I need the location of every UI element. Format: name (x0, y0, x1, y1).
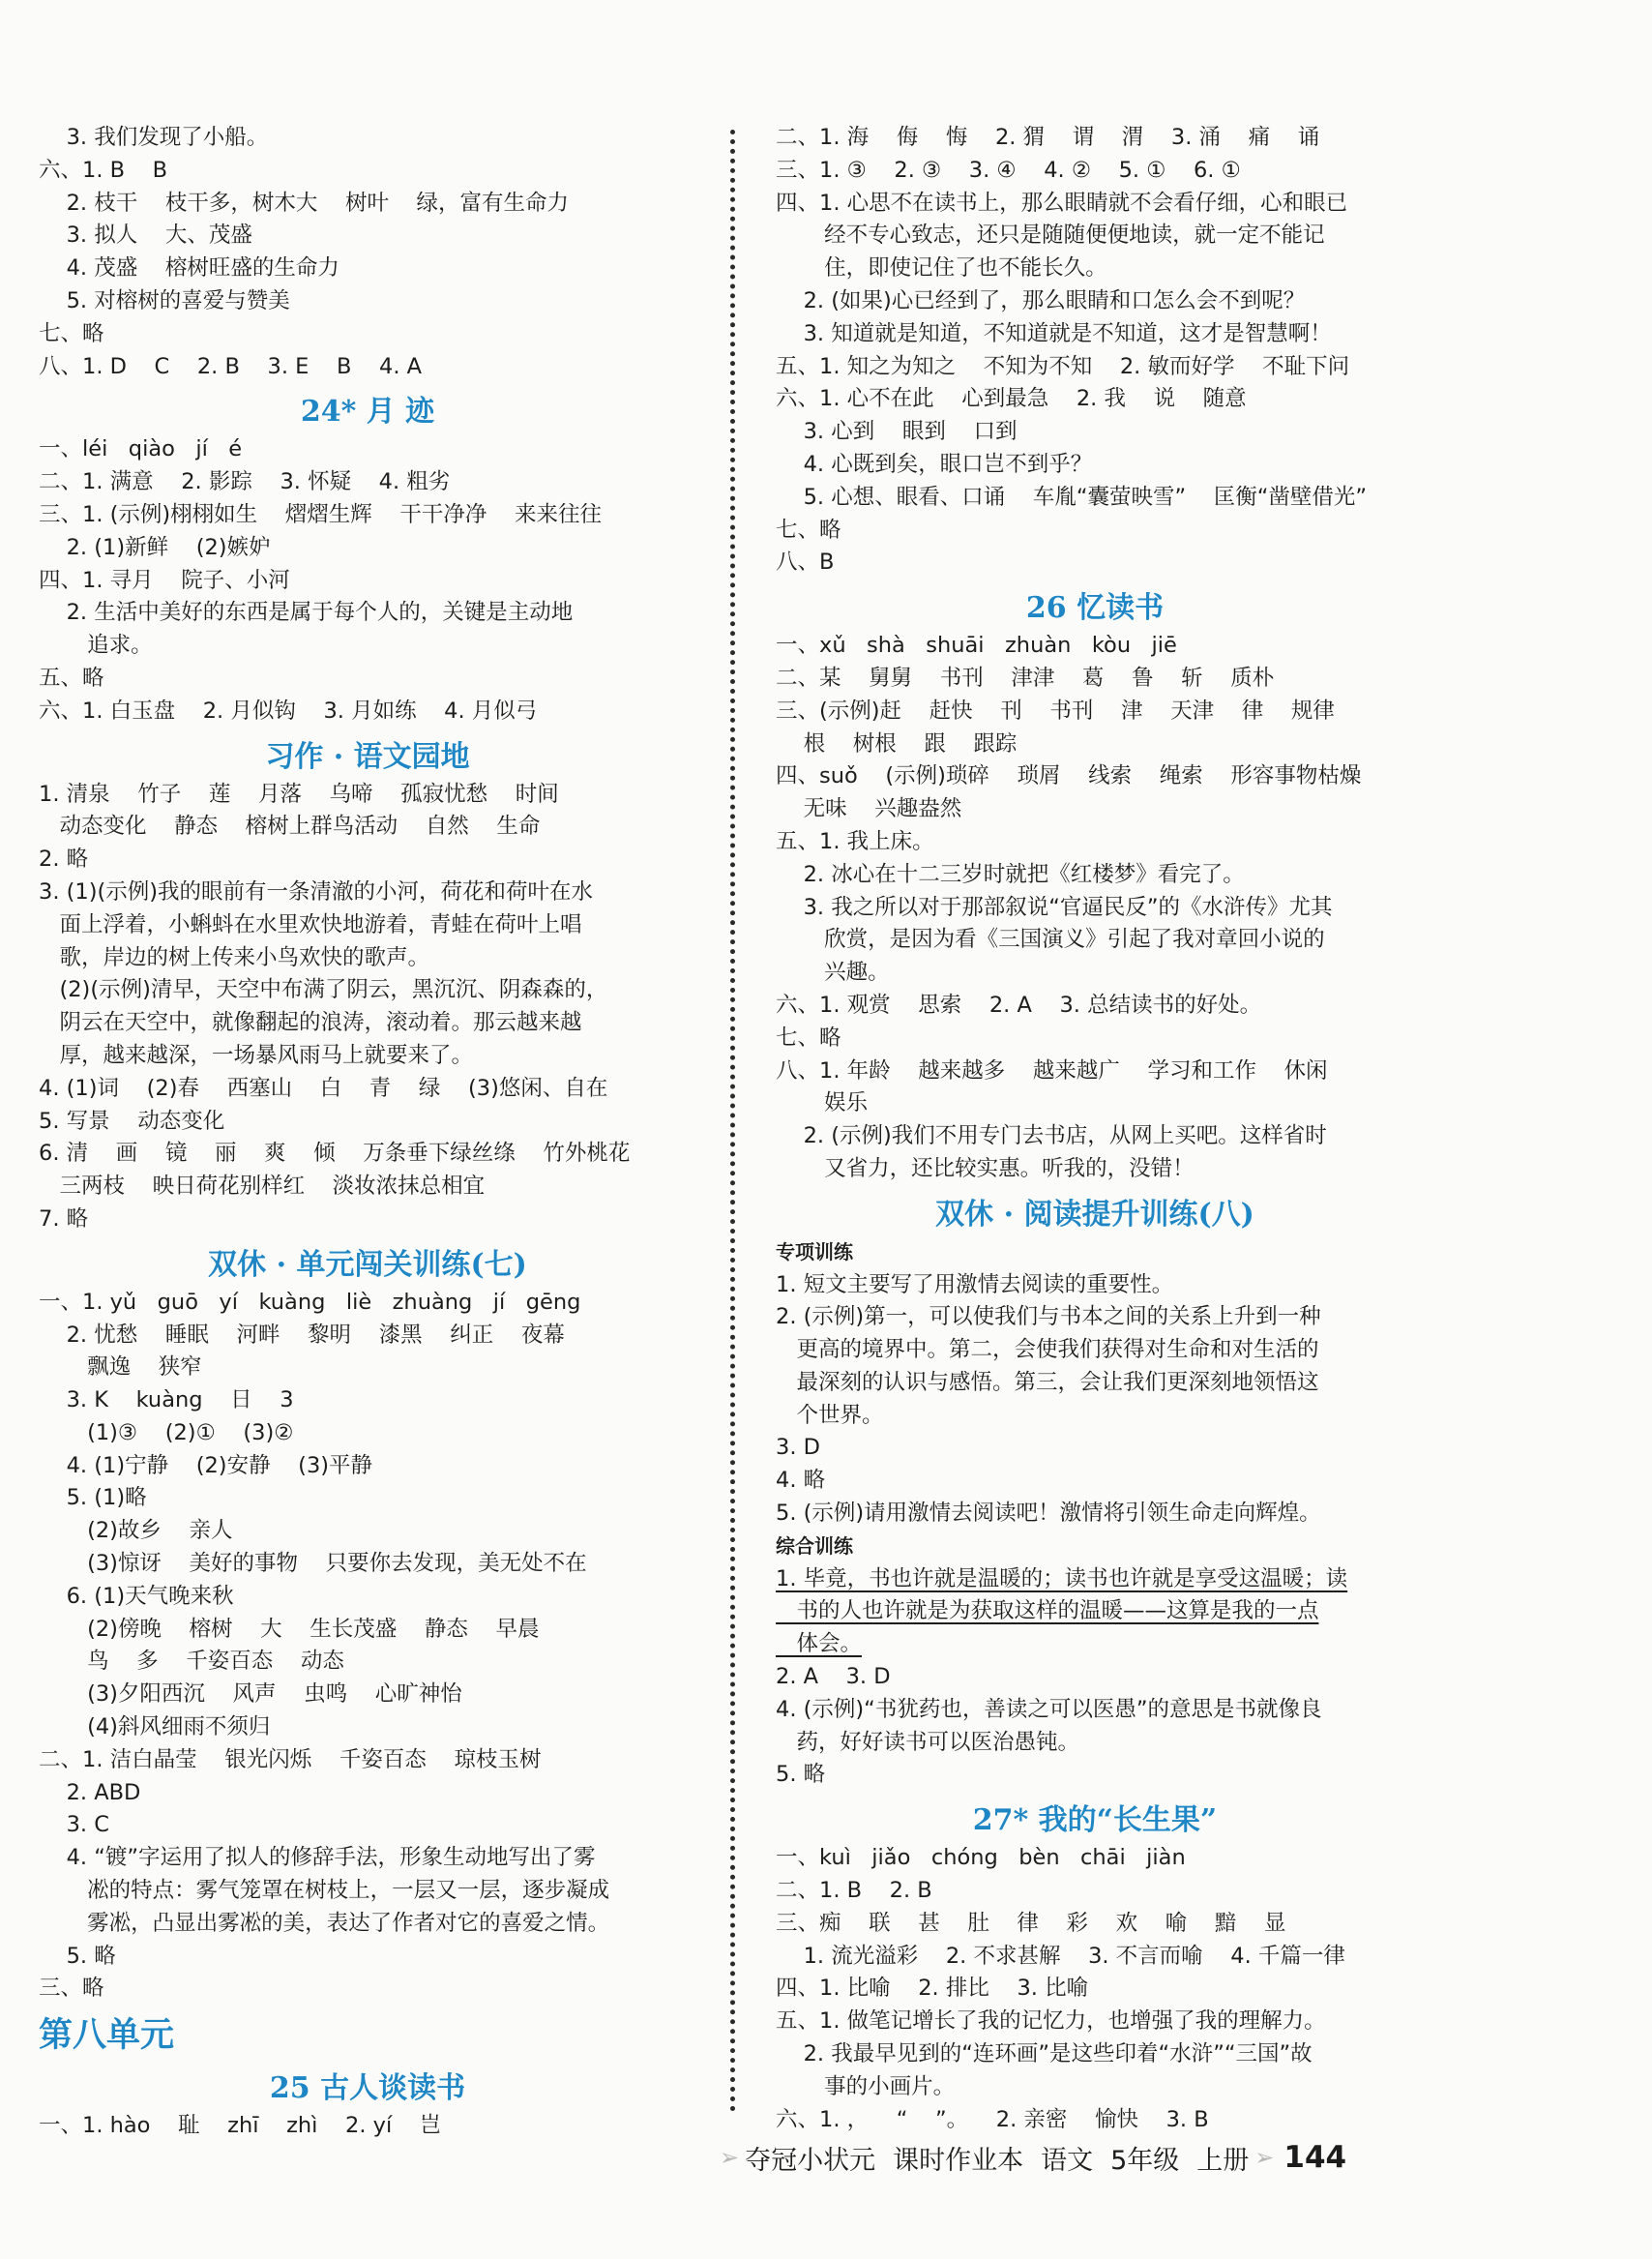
answer-line: 四、1. 寻月 院子、小河 (39, 567, 290, 593)
answer-line: 2. 生活中美好的东西是属于每个人的，关键是主动地 (39, 600, 574, 626)
answer-line: 七、略 (39, 320, 104, 346)
answer-line: 7. 略 (39, 1205, 89, 1232)
answer-line: 三两枝 映日荷花别样红 淡妆浓抹总相宜 (39, 1174, 486, 1200)
page-footer (714, 2136, 1346, 2179)
answer-block (776, 1842, 1414, 2136)
answer-line: 兴趣。 (776, 960, 890, 986)
answer-line: 经不专心致志，还只是随随便便地读，就一定不能记 (776, 223, 1325, 249)
answer-line: 3. K kuàng 日 3 (39, 1387, 294, 1413)
comprehensive-training-label: 综合训练 (776, 1533, 853, 1558)
answer-block (39, 1287, 696, 2006)
answer-line: 1. 短文主要写了用激情去阅读的重要性。 (776, 1271, 1174, 1297)
answer-line: 更高的境界中。第二，会使我们获得对生命和对生活的 (776, 1337, 1319, 1363)
answer-block (39, 122, 696, 383)
answer-line: 3. 我们发现了小船。 (39, 125, 269, 150)
answer-line: 2. 略 (39, 847, 89, 873)
answer-line: 3. (1)(示例)我的眼前有一条清澈的小河，荷花和荷叶在水 (39, 878, 594, 905)
answer-line: 欣赏，是因为看《三国演义》引起了我对章回小说的 (776, 927, 1325, 953)
answer-line: 3. 心到 眼到 口到 (776, 419, 1018, 445)
answer-line: 飘逸 狭窄 (39, 1354, 202, 1381)
answer-line: 最深刻的认识与感悟。第三，会让我们更深刻地领悟这 (776, 1369, 1319, 1395)
arrow-icon: ➢ (720, 2144, 740, 2171)
answer-block (776, 1563, 1414, 1793)
answer-line: 5. 略 (39, 1943, 116, 1969)
answer-line: 3. 知道就是知道，不知道就是不知道，这才是智慧啊！ (776, 320, 1332, 346)
answer-line: 五、1. 做笔记增长了我的记忆力，也增强了我的理解力。 (776, 2008, 1326, 2035)
answer-line: 又省力，还比较实惠。听我的，没错！ (776, 1155, 1195, 1181)
answer-line: 一、xǔ shà shuāi zhuàn kòu jiē (776, 633, 1177, 659)
answer-line: 5. 心想、眼看、口诵 车胤“囊萤映雪” 匡衡“凿壁借光” (776, 484, 1368, 510)
arrow-icon: ➢ (1254, 2144, 1275, 2171)
answer-line: 五、略 (39, 665, 104, 691)
answer-line: 个世界。 (776, 1402, 884, 1428)
answer-line: 七、略 (776, 517, 841, 543)
lesson-26-heading: 26 忆读书 (1025, 591, 1165, 626)
right-column (776, 122, 1414, 2136)
answer-line: 一、1. hào 耻 zhī zhì 2. yí 岂 (39, 2113, 442, 2139)
answer-line: 4. (示例)“书犹药也，善读之可以医愚”的意思是书就像良 (776, 1696, 1322, 1722)
answer-line: 六、1. 观赏 思索 2. A 3. 总结读书的好处。 (776, 992, 1262, 1018)
answer-line: 4. 心既到矣，眼口岂不到乎？ (776, 451, 1093, 477)
answer-line: 六、1. ， “ ”。 2. 亲密 愉快 3. B (776, 2106, 1209, 2132)
answer-line: 二、1. 满意 2. 影踪 3. 怀疑 4. 粗劣 (39, 469, 451, 495)
answer-line: 4. (1)宁静 (2)安静 (3)平静 (39, 1452, 373, 1478)
reading-8-heading: 双休 · 阅读提升训练(八) (935, 1197, 1254, 1232)
answer-line: 4. 略 (776, 1468, 826, 1494)
answer-line: 三、略 (39, 1976, 104, 2002)
answer-line: (3)惊讶 美好的事物 只要你去发现，美无处不在 (39, 1551, 587, 1577)
answer-line: 雾凇，凸显出雾凇的美，表达了作者对它的喜爱之情。 (39, 1910, 610, 1936)
lesson-25-heading: 25 古人谈读书 (269, 2071, 466, 2106)
answer-block (776, 1269, 1414, 1531)
column-divider (730, 130, 735, 2113)
answer-line: 书的人也许就是为获取这样的温暖——这算是我的一点 (776, 1598, 1319, 1624)
answer-line: 药，好好读书可以医治愚钝。 (776, 1729, 1079, 1755)
answer-line: 2. 枝干 枝干多，树木大 树叶 绿，富有生命力 (39, 190, 570, 216)
writing-heading: 习作 · 语文园地 (265, 739, 470, 774)
answer-line: 动态变化 静态 榕树上群鸟活动 自然 生命 (39, 814, 541, 840)
answer-line: 3. C (39, 1812, 109, 1838)
answer-block (39, 779, 696, 1236)
answer-line: (2)(示例)清早，天空中布满了阴云，黑沉沉、阴森森的， (39, 977, 608, 1003)
answer-line: 二、1. B 2. B (776, 1878, 932, 1904)
answer-line: 2. A 3. D (776, 1664, 891, 1690)
answer-line: 2. ABD (39, 1779, 141, 1805)
answer-line: 2. 我最早见到的“连环画”是这些印着“水浒”“三国”故 (776, 2041, 1313, 2067)
answer-block (776, 122, 1414, 580)
page-number: 144 (1283, 2140, 1347, 2175)
answer-line: 体会。 (776, 1631, 862, 1657)
answer-line: (3)夕阳西沉 风声 虫鸣 心旷神怡 (39, 1681, 462, 1708)
answer-line: 1. 流光溢彩 2. 不求甚解 3. 不言而喻 4. 千篇一律 (776, 1943, 1345, 1969)
lesson-24-heading: 24* 月 迹 (300, 395, 435, 430)
answer-line: 2. (示例)我们不用专门去书店，从网上买吧。这样省时 (776, 1123, 1327, 1149)
answer-line: 二、某 舅舅 书刊 津津 葛 鲁 斩 质朴 (776, 665, 1275, 691)
unit-test-7-heading: 双休 · 单元闯关训练(七) (208, 1247, 527, 1282)
answer-line: 三、1. ③ 2. ③ 3. ④ 4. ② 5. ① 6. ① (776, 157, 1241, 183)
answer-line: 八、1. D C 2. B 3. E B 4. A (39, 353, 423, 379)
answer-line: 六、1. 心不在此 心到最急 2. 我 说 随意 (776, 386, 1247, 412)
answer-line: 四、1. 比喻 2. 排比 3. 比喻 (776, 1976, 1089, 2002)
answer-line: 追求。 (39, 633, 153, 659)
answer-line: 1. 清泉 竹子 莲 月落 乌啼 孤寂忧愁 时间 (39, 781, 559, 807)
answer-line: 六、1. B B (39, 157, 168, 183)
answer-line: 三、1. (示例)栩栩如生 熠熠生辉 干干净净 来来往往 (39, 501, 603, 527)
answer-line: 五、1. 知之为知之 不知为不知 2. 敏而好学 不耻下问 (776, 353, 1350, 379)
answer-line: 鸟 多 千姿百态 动态 (39, 1649, 344, 1675)
answer-line: 根 树根 跟 跟踪 (776, 730, 1018, 757)
answer-line: 四、1. 心思不在读书上，那么眼睛就不会看仔细，心和眼已 (776, 190, 1348, 216)
answer-line: 面上浮着，小蝌蚪在水里欢快地游着，青蛙在荷叶上唱 (39, 911, 582, 937)
answer-line: 八、B (776, 550, 835, 576)
answer-line: 5. (示例)请用激情去阅读吧！激情将引领生命走向辉煌。 (776, 1501, 1321, 1527)
answer-line: 2. 冰心在十二三岁时就把《红楼梦》看完了。 (776, 861, 1245, 887)
unit-8-heading: 第八单元 (39, 2015, 175, 2056)
answer-line: (1)③ (2)① (3)② (39, 1419, 294, 1445)
answer-line: 三、(示例)赶 赶快 刊 书刊 津 天津 律 规律 (776, 698, 1335, 724)
left-column (39, 122, 696, 2143)
answer-line: (2)故乡 亲人 (39, 1518, 233, 1544)
brand-name: 夺冠小状元 (745, 2145, 876, 2176)
answer-line: 5. 略 (776, 1762, 826, 1788)
answer-line: 6. 清 画 镜 丽 爽 倾 万条垂下绿丝绦 竹外桃花 (39, 1141, 631, 1167)
answer-line: 无味 兴趣盎然 (776, 796, 962, 822)
answer-line: 3. 拟人 大、茂盛 (39, 223, 252, 249)
answer-block (39, 2110, 696, 2143)
answer-line: 三、痴 联 甚 肚 律 彩 欢 喻 黯 显 (776, 1910, 1286, 1936)
answer-line: 一、léi qiào jí é (39, 436, 243, 462)
answer-line: 2. (如果)心已经到了，那么眼睛和口怎么会不到呢？ (776, 287, 1306, 313)
answer-line: 一、1. yǔ guō yí kuàng liè zhuàng jí gēng (39, 1289, 581, 1315)
answer-line: 歌，岸边的树上传来小鸟欢快的歌声。 (39, 944, 429, 970)
book-title: 课时作业本 (893, 2145, 1024, 2176)
answer-line: 二、1. 洁白晶莹 银光闪烁 千姿百态 琼枝玉树 (39, 1746, 542, 1772)
answer-line: 2. 忧愁 睡眠 河畔 黎明 漆黑 纠正 夜幕 (39, 1322, 565, 1348)
answer-line: 住，即使记住了也不能长久。 (776, 255, 1107, 282)
answer-line: 娱乐 (776, 1090, 869, 1116)
answer-block (776, 630, 1414, 1186)
answer-line: 六、1. 白玉盘 2. 月似钩 3. 月如练 4. 月似弓 (39, 698, 538, 724)
grade: 5年级 (1110, 2145, 1180, 2176)
answer-line: 四、suǒ (示例)琐碎 琐屑 线索 绳索 形容事物枯燥 (776, 763, 1362, 789)
volume: 上册 (1196, 2145, 1250, 2176)
answer-line: 5. (1)略 (39, 1485, 147, 1511)
answer-line: 5. 对榕树的喜爱与赞美 (39, 287, 290, 313)
lesson-27-heading: 27* 我的“长生果” (972, 1803, 1218, 1838)
answer-line: 一、kuì jiǎo chóng bèn chāi jiàn (776, 1845, 1186, 1871)
answer-line: 2. (示例)第一，可以使我们与书本之间的关系上升到一种 (776, 1304, 1321, 1330)
answer-line: 事的小画片。 (776, 2073, 956, 2099)
answer-line: 2. (1)新鲜 (2)嫉妒 (39, 534, 271, 560)
special-training-label: 专项训练 (776, 1239, 853, 1263)
answer-line: 凇的特点：雾气笼罩在树枝上，一层又一层，逐步凝成 (39, 1878, 610, 1904)
answer-line: 五、1. 我上床。 (776, 828, 934, 854)
answer-line: 3. D (776, 1435, 820, 1461)
answer-line: 七、略 (776, 1025, 841, 1051)
answer-line: 1. 毕竟，书也许就是温暖的；读书也许就是享受这温暖；读 (776, 1565, 1348, 1591)
answer-line: (4)斜风细雨不须归 (39, 1714, 271, 1740)
answer-line: 二、1. 海 侮 悔 2. 猬 谓 渭 3. 涌 痛 诵 (776, 125, 1320, 150)
answer-line: 3. 我之所以对于那部叙说“官逼民反”的《水浒传》尤其 (776, 894, 1333, 920)
answer-line: 4. “镀”字运用了拟人的修辞手法，形象生动地写出了雾 (39, 1845, 596, 1871)
answer-line: 4. (1)词 (2)春 西塞山 白 青 绿 (3)悠闲、自在 (39, 1075, 608, 1101)
answer-line: (2)傍晚 榕树 大 生长茂盛 静态 早晨 (39, 1616, 540, 1642)
answer-line: 厚，越来越深，一场暴风雨马上就要来了。 (39, 1042, 473, 1068)
answer-block (39, 433, 696, 728)
answer-line: 八、1. 年龄 越来越多 越来越广 学习和工作 休闲 (776, 1057, 1328, 1084)
answer-line: 5. 写景 动态变化 (39, 1108, 225, 1134)
answer-line: 6. (1)天气晚来秋 (39, 1583, 234, 1609)
answer-line: 阴云在天空中，就像翻起的浪涛，滚动着。那云越来越 (39, 1010, 582, 1036)
subject: 语文 (1041, 2145, 1094, 2176)
answer-line: 4. 茂盛 榕树旺盛的生命力 (39, 255, 339, 282)
